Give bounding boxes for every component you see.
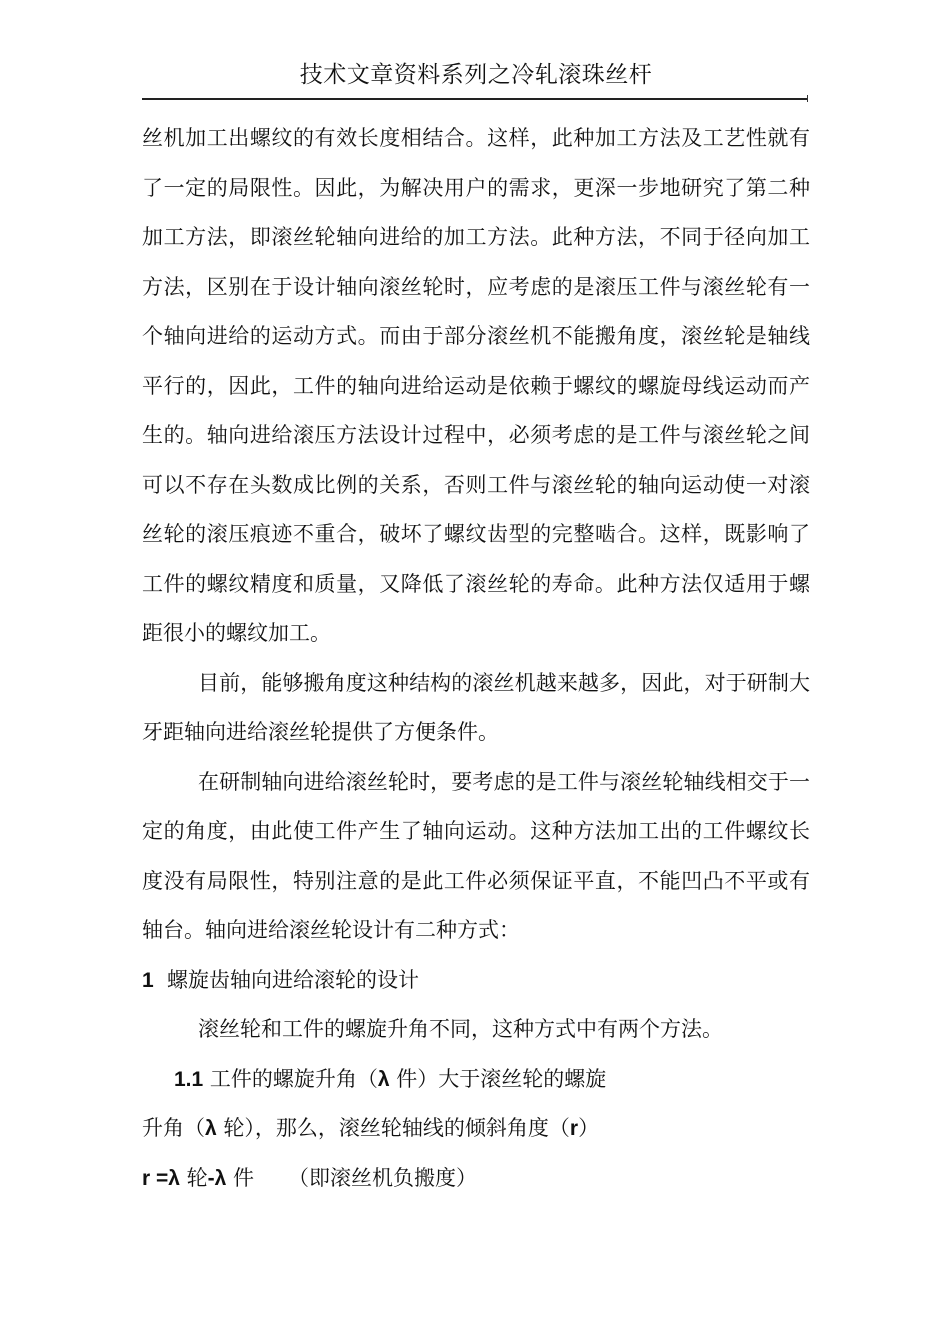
document-body xyxy=(142,114,810,1203)
subsection-number: 1.1 xyxy=(174,1067,204,1091)
section-number: 1 xyxy=(142,968,154,992)
formula-line xyxy=(142,1154,810,1204)
section-heading-1 xyxy=(142,956,810,1006)
paragraph-1: 丝机加工出螺纹的有效长度相结合。这样，此种加工方法及工艺性就有了一定的局限性。因此，为解决用户的需求，更深一步地研究了第二种加工方法，即滚丝轮轴向进给的加工方法。此种方法，不同于径向加工方法，区别在于设计轴向滚丝轮时，应考虑的是滚压工件与滚丝轮有一个轴向进给的运动方式。而由于部分滚丝机不能搬角度，滚丝轮是轴线平行的，因此，工件的轴向进给运动是依赖于螺纹的螺旋母线运动而产生的。轴向进给滚压方法设计过程中，必须考虑的是工件与滚丝轮之间可以不存在头数成比例的关系，否则工件与滚丝轮的轴向运动使一对滚丝轮的滚压痕迹不重合，破坏了螺纹齿型的完整啮合。这样，既影响了工件的螺纹精度和质量，又降低了滚丝轮的寿命。此种方法仅适用于螺距很小的螺纹加工。 xyxy=(142,126,810,645)
paragraph-4: 滚丝轮和工件的螺旋升角不同，这种方式中有两个方法。 xyxy=(198,1017,723,1041)
paragraph-5-text-a: 升角（ xyxy=(142,1116,205,1140)
formula-minus-lambda: -λ xyxy=(207,1166,227,1190)
paragraph-5-text-c: ） xyxy=(578,1116,600,1140)
subsection-text-b: 件）大于滚丝轮的螺旋 xyxy=(396,1066,607,1091)
formula-note: （即滚丝机负搬度） xyxy=(288,1165,478,1190)
formula-workpiece: 件 xyxy=(233,1165,255,1190)
subsection-text-a: 工件的螺旋升角（ xyxy=(209,1066,378,1091)
paragraph-3: 在研制轴向进给滚丝轮时，要考虑的是工件与滚丝轮轴线相交于一定的角度，由此使工件产生了轴向运动。这种方法加工出的工件螺纹长度没有局限性，特别注意的是此工件必须保证平直，不能凹凸不平或有轴台。轴向进给滚丝轮设计有二种方式： xyxy=(142,769,810,942)
paragraph-2: 目前，能够搬角度这种结构的滚丝机越来越多，因此，对于研制大牙距轴向进给滚丝轮提供了方便条件。 xyxy=(142,670,810,744)
paragraph-5 xyxy=(142,1104,810,1154)
formula-wheel: 轮 xyxy=(186,1165,208,1190)
header-divider xyxy=(142,98,808,100)
lambda-symbol: λ xyxy=(377,1067,390,1091)
header-divider-end-mark xyxy=(807,95,808,102)
lambda-symbol: λ xyxy=(205,1117,217,1140)
paragraph-5-text-b: 轮），那么，滚丝轮轴线的倾斜角度（ xyxy=(223,1116,570,1140)
r-symbol: r xyxy=(569,1117,579,1140)
formula-r-lambda: r =λ xyxy=(142,1166,180,1190)
section-title: 螺旋齿轴向进给滚轮的设计 xyxy=(167,967,420,992)
subsection-heading-1-1 xyxy=(142,1055,810,1105)
page-header-title: 技术文章资料系列之冷轧滚珠丝杆 xyxy=(299,62,653,88)
